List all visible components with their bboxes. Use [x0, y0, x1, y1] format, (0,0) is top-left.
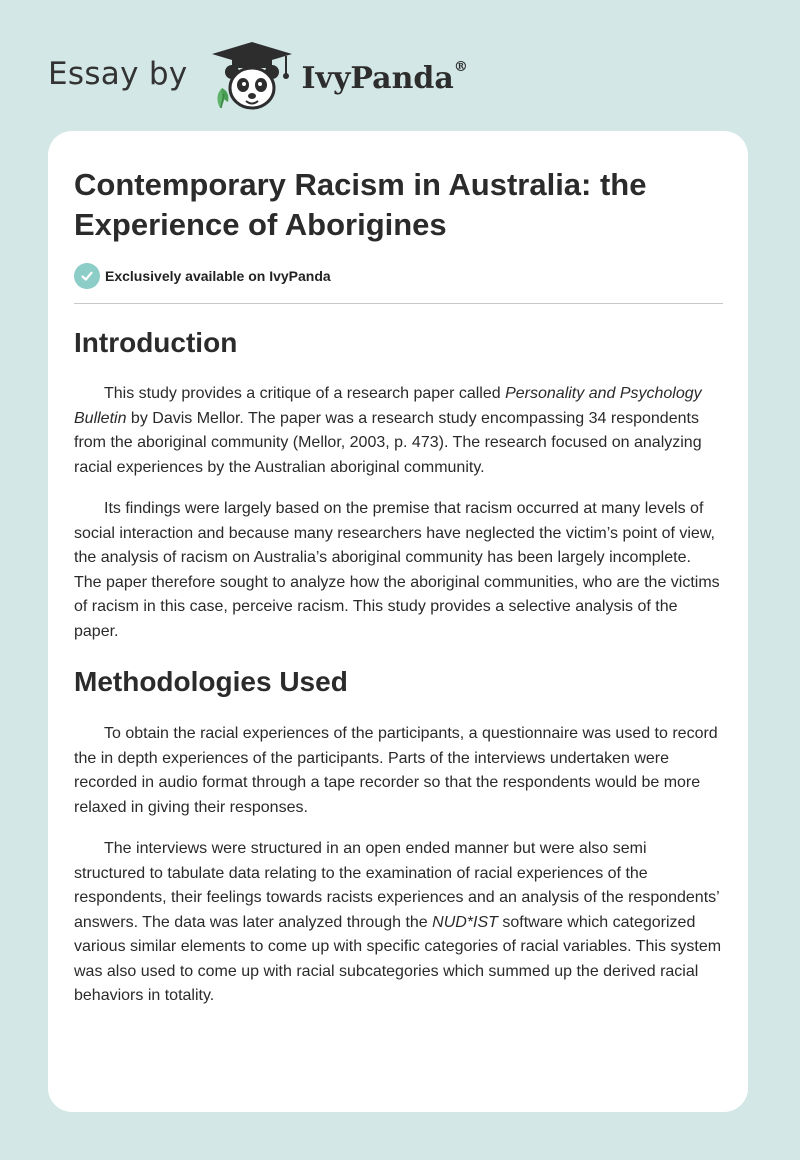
check-circle-icon [74, 263, 100, 289]
section-heading-methodologies: Methodologies Used [74, 666, 348, 697]
registered-mark: ® [453, 58, 468, 75]
exclusive-badge [74, 263, 331, 289]
paragraph-text: This study provides a critique of a research paper called [104, 385, 506, 402]
essay-title: Contemporary Racism in Australia: the Experience of Aborigines [74, 167, 647, 242]
exclusive-text: Exclusively available on IvyPanda [105, 268, 331, 284]
paragraph [74, 382, 722, 480]
paragraph-text: software which categorized various similar elements to come up with specific categories of racial variables. This system was also used to come up with racial subcategories which summed up the derived racial behaviors in totality. [74, 913, 722, 1004]
essay-body [74, 325, 722, 1009]
paragraph-text: The interviews were structured in an open ended manner but were also semi structured to tabulate data relating to the examination of racial experiences of the respondents, their feelings towards racists experiences and an analysis of the respondents’ answers. The data was later analyzed through the [74, 840, 720, 931]
panda-graduate-icon [206, 36, 298, 112]
paper-title: Personality and Psychology Bulletin [74, 385, 702, 427]
paragraph: To obtain the racial experiences of the participants, a questionnaire was used to record the in depth experiences of the participants. Parts of the interviews undertaken were recorded in audio format through a tape recorder so that the respondents would be more relaxed in giving their responses. [74, 725, 718, 816]
divider [74, 303, 723, 304]
paragraph-text: by Davis Mellor. The paper was a research study encompassing 34 respondents from the aboriginal community (Mellor, 2003, p. 473). The research focused on analyzing racial experiences by the Australian aboriginal community. [74, 409, 702, 476]
software-name: NUD*IST [432, 913, 498, 931]
paragraph [74, 837, 722, 1009]
brand-name [301, 58, 468, 96]
section-heading-introduction: Introduction [74, 327, 238, 358]
paragraph: Its findings were largely based on the premise that racism occurred at many levels of social interaction and because many researchers have neglected the victim’s point of view, the analysis of racism on Australia’s aboriginal community has been largely incomplete. The paper therefore sought to analyze how the aboriginal communities, who are the victims of racism in this case, perceive racism. This study provides a selective analysis of the paper. [74, 500, 720, 640]
brand-label: IvyPanda [301, 60, 454, 96]
essay-by-label: Essay by [48, 56, 188, 92]
site-header [48, 36, 468, 112]
essay-card [48, 131, 748, 1112]
